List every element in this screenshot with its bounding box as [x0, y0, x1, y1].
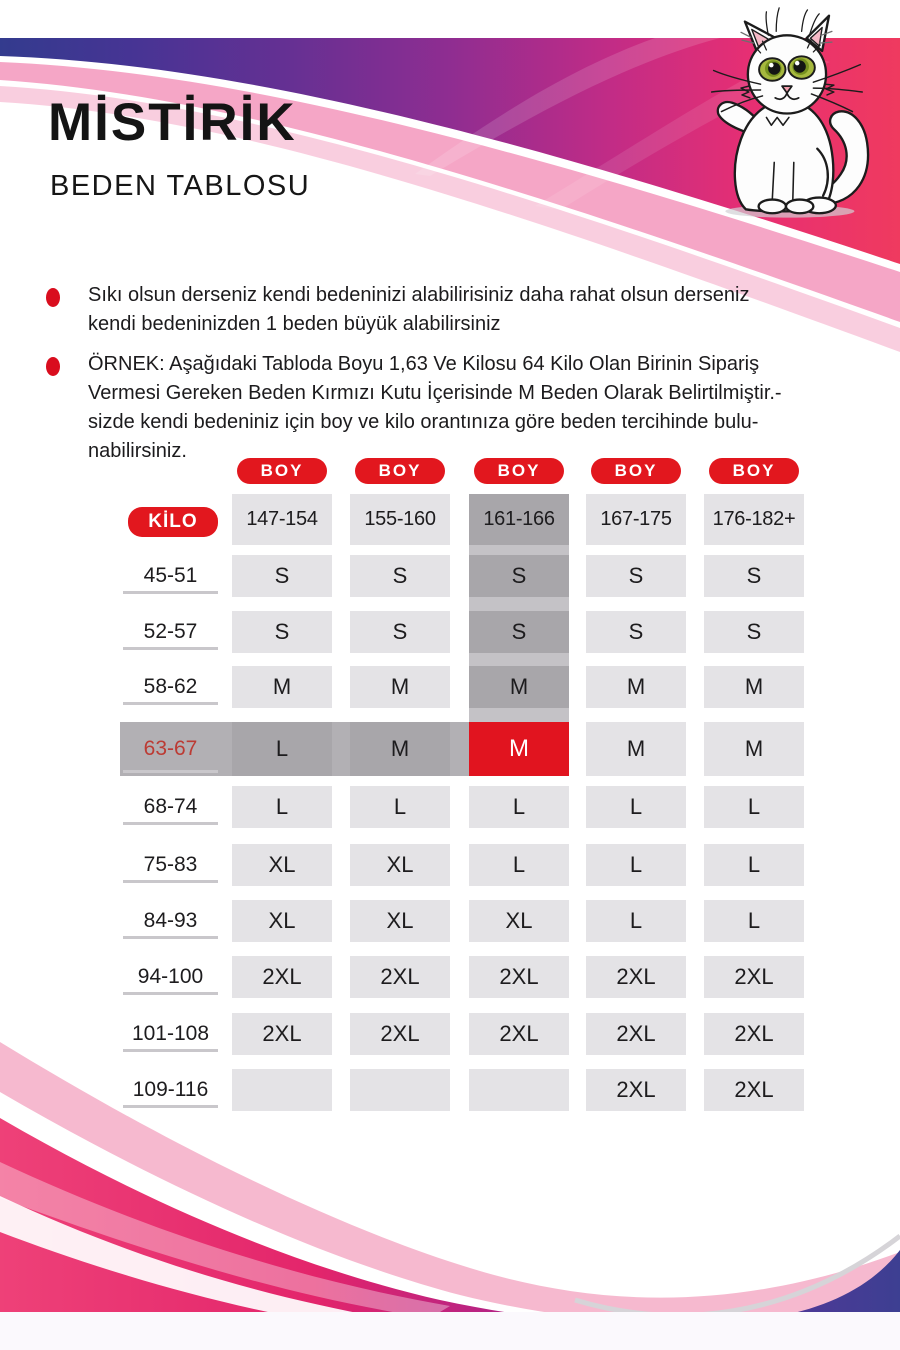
size-cell: M: [350, 722, 450, 776]
size-cell: L: [469, 786, 569, 828]
size-cell: 2XL: [704, 1069, 804, 1111]
size-cell: S: [350, 555, 450, 597]
height-range-cell: 147-154: [232, 494, 332, 545]
size-cell: 2XL: [469, 956, 569, 998]
row-label-underline: [123, 822, 218, 825]
note-item-1: [88, 281, 878, 339]
note-text-line: Vermesi Gereken Beden Kırmızı Kutu İçerisinde M Beden Olarak Belirtilmiştir.-: [88, 382, 782, 404]
kilo-row-label: 84-93: [143, 909, 198, 932]
size-cell: 2XL: [232, 956, 332, 998]
size-cell: S: [469, 611, 569, 653]
bullet-dot-icon: [46, 288, 60, 307]
kilo-row-label: 68-74: [143, 795, 198, 818]
size-cell: L: [232, 786, 332, 828]
page-subtitle: BEDEN TABLOSU: [50, 170, 311, 202]
kilo-row-label: 58-62: [143, 675, 198, 698]
size-cell: S: [704, 555, 804, 597]
kilo-row-label: 101-108: [131, 1022, 210, 1045]
size-cell: M: [586, 666, 686, 708]
kilo-header-pill: KİLO: [128, 507, 218, 537]
size-cell: L: [704, 786, 804, 828]
size-cell: L: [232, 722, 332, 776]
boy-header-pill: BOY: [709, 458, 799, 484]
bottom-ribbon-decoration: [0, 1010, 900, 1350]
boy-header-pill: BOY: [591, 458, 681, 484]
size-cell: XL: [232, 900, 332, 942]
size-cell: L: [469, 844, 569, 886]
size-cell: S: [586, 555, 686, 597]
size-cell: 2XL: [586, 1069, 686, 1111]
size-cell: S: [586, 611, 686, 653]
size-cell: 2XL: [586, 1013, 686, 1055]
highlighted-size-cell: M: [469, 722, 569, 776]
size-cell: L: [586, 900, 686, 942]
size-cell: 2XL: [704, 1013, 804, 1055]
note-text-line: nabilirsiniz.: [88, 440, 187, 462]
height-range-cell: 167-175: [586, 494, 686, 545]
kilo-row-label: 109-116: [132, 1078, 209, 1101]
size-cell: S: [232, 611, 332, 653]
size-cell: M: [469, 666, 569, 708]
note-text-line: ÖRNEK: Aşağıdaki Tabloda Boyu 1,63 Ve Kilosu 64 Kilo Olan Birinin Sipariş: [88, 353, 760, 375]
kilo-row-label: 75-83: [143, 853, 198, 876]
boy-header-pill: BOY: [474, 458, 564, 484]
size-cell: 2XL: [704, 956, 804, 998]
size-cell: S: [232, 555, 332, 597]
bullet-dot-icon: [46, 357, 60, 376]
size-cell: S: [350, 611, 450, 653]
size-cell: 2XL: [232, 1013, 332, 1055]
size-cell: 2XL: [469, 1013, 569, 1055]
row-label-underline: [123, 992, 218, 995]
height-range-cell: 155-160: [350, 494, 450, 545]
size-cell: M: [586, 722, 686, 776]
size-cell: XL: [232, 844, 332, 886]
note-text-line: Sıkı olsun derseniz kendi bedeninizi alabilirisiniz daha rahat olsun derseniz: [88, 284, 750, 306]
row-label-underline: [123, 770, 218, 773]
height-range-cell: 161-166: [469, 494, 569, 545]
size-cell: M: [704, 722, 804, 776]
note-text-line: kendi bedeninizden 1 beden büyük alabilirsiniz: [88, 313, 501, 335]
row-label-underline: [123, 647, 218, 650]
size-cell: L: [586, 844, 686, 886]
size-cell: XL: [469, 900, 569, 942]
row-label-underline: [123, 591, 218, 594]
note-item-2: [88, 350, 878, 466]
size-cell: L: [350, 786, 450, 828]
size-cell: XL: [350, 900, 450, 942]
size-cell: 2XL: [350, 956, 450, 998]
size-cell: L: [704, 844, 804, 886]
brand-title: MİSTİRİK: [48, 93, 297, 152]
size-cell: M: [704, 666, 804, 708]
size-cell: M: [350, 666, 450, 708]
size-cell: 2XL: [586, 956, 686, 998]
size-cell: XL: [350, 844, 450, 886]
cat-illustration: [692, 4, 878, 224]
kilo-row-label: 94-100: [137, 965, 204, 988]
size-cell: S: [469, 555, 569, 597]
size-cell: L: [586, 786, 686, 828]
kilo-row-label: 52-57: [143, 620, 198, 643]
kilo-row-label: 45-51: [143, 564, 198, 587]
note-text-line: sizde kendi bedeniniz için boy ve kilo orantınıza göre beden tercihinde bulu-: [88, 411, 759, 433]
size-cell: M: [232, 666, 332, 708]
height-range-cell: 176-182+: [704, 494, 804, 545]
row-label-underline: [123, 880, 218, 883]
size-cell: 2XL: [350, 1013, 450, 1055]
boy-header-pill: BOY: [355, 458, 445, 484]
size-cell: L: [704, 900, 804, 942]
kilo-row-label: 63-67: [143, 737, 198, 760]
row-label-underline: [123, 936, 218, 939]
size-cell: S: [704, 611, 804, 653]
boy-header-pill: BOY: [237, 458, 327, 484]
row-label-underline: [123, 702, 218, 705]
